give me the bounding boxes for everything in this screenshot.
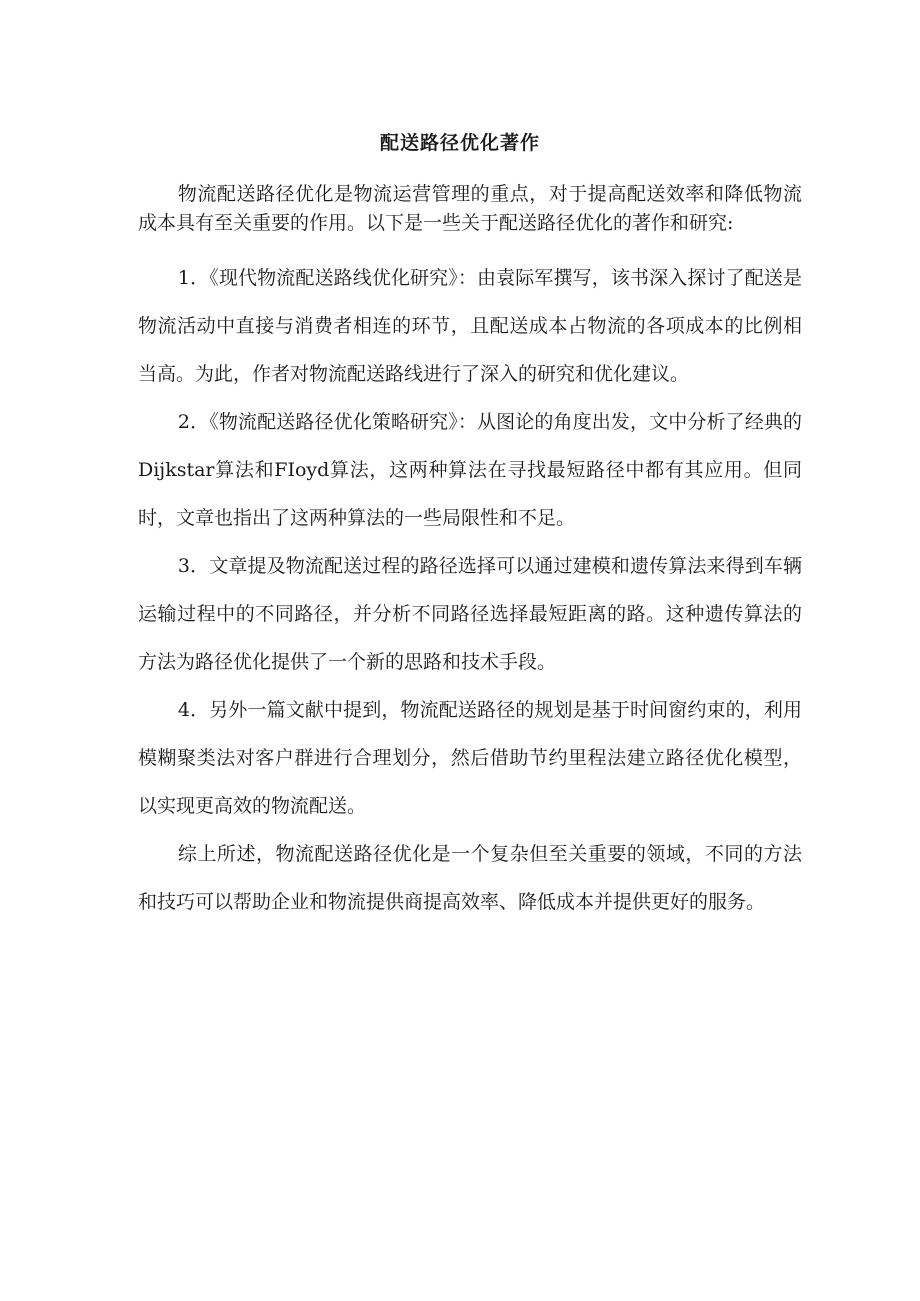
item-3-paragraph: 3．文章提及物流配送过程的路径选择可以通过建模和遗传算法来得到车辆运输过程中的不同路径，并分析不同路径选择最短距离的路。这种遗传算法的方法为路径优化提供了一个新的思路和技术手段。	[138, 555, 802, 673]
item-1-paragraph: 1．《现代物流配送路线优化研究》：由袁际军撰写，该书深入探讨了配送是物流活动中直接与消费者相连的环节，且配送成本占物流的各项成本的比例相当高。为此，作者对物流配送路线进行了深入的研究和优化建议。	[138, 267, 802, 385]
summary-paragraph: 综上所述，物流配送路径优化是一个复杂但至关重要的领域，不同的方法和技巧可以帮助企业和物流提供商提高效率、降低成本并提供更好的服务。	[138, 843, 802, 913]
item-4-paragraph: 4．另外一篇文献中提到，物流配送路径的规划是基于时间窗约束的，利用模糊聚类法对客户群进行合理划分，然后借助节约里程法建立路径优化模型，以实现更高效的物流配送。	[138, 699, 802, 817]
item-2-paragraph: 2．《物流配送路径优化策略研究》：从图论的角度出发，文中分析了经典的Dijkstar算法和FIoyd算法，这两种算法在寻找最短路径中都有其应用。但同时，文章也指出了这两种算法的一些局限性和不足。	[138, 411, 802, 529]
intro-paragraph: 物流配送路径优化是物流运营管理的重点，对于提高配送效率和降低物流成本具有至关重要的作用。以下是一些关于配送路径优化的著作和研究:	[138, 183, 802, 234]
document-title: 配送路径优化著作	[379, 132, 540, 154]
